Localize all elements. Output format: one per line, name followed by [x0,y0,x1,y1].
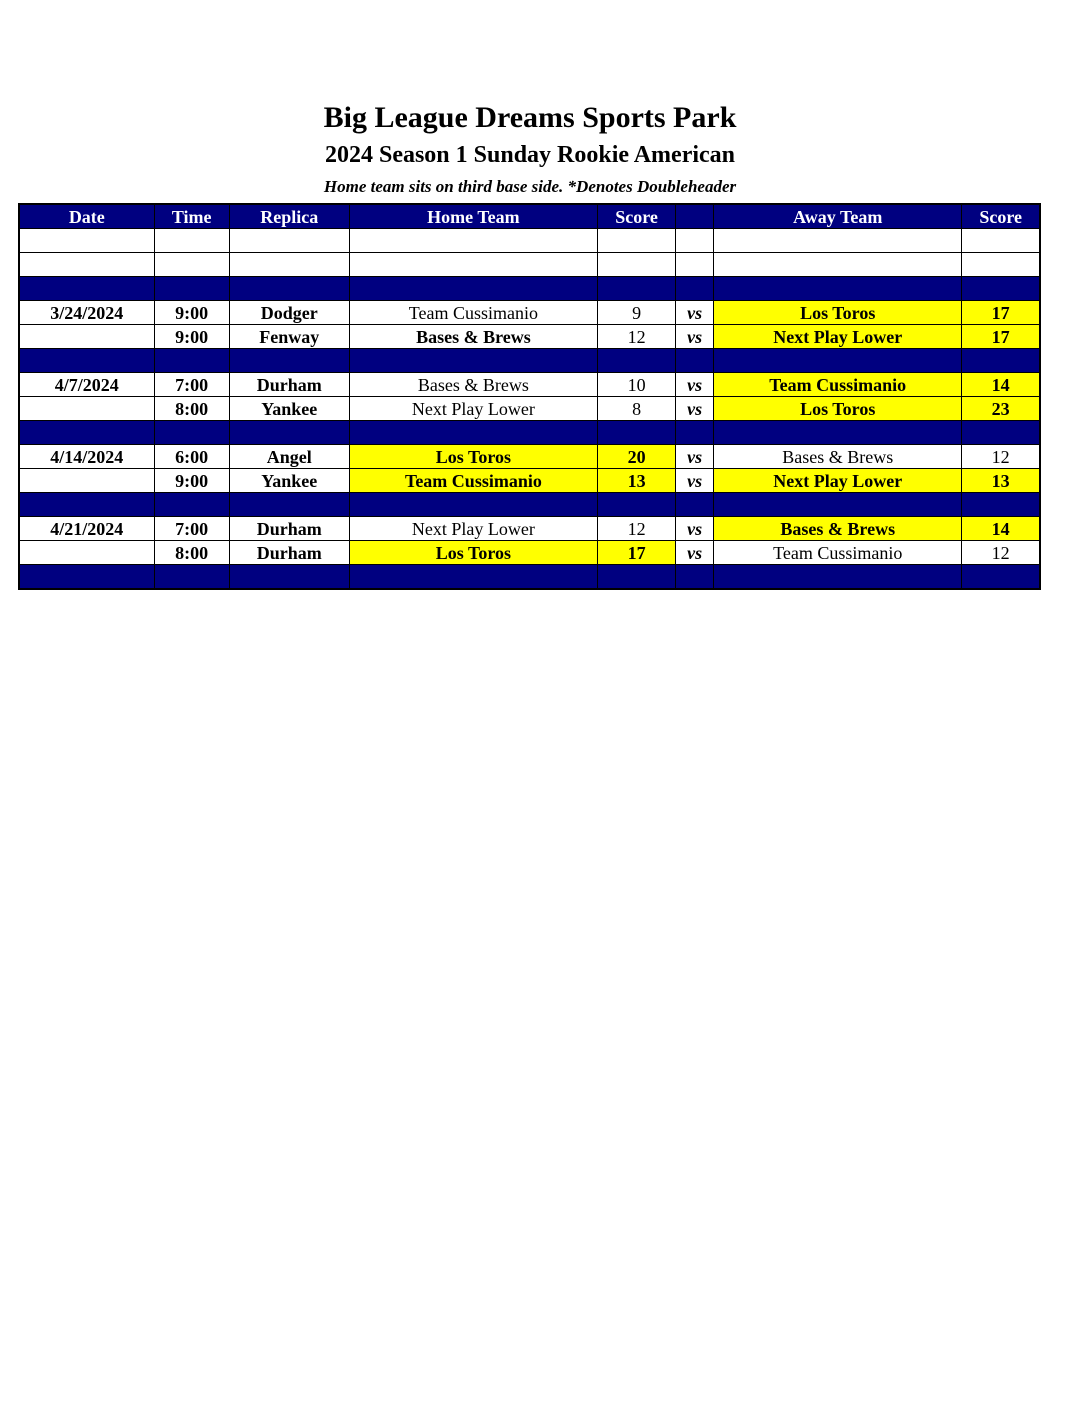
game-replica: Durham [229,373,349,397]
header-home-team: Home Team [349,204,597,229]
home-team: Bases & Brews [349,373,597,397]
away-score: 12 [962,541,1040,565]
schedule-table [18,203,1041,590]
away-team: Next Play Lower [714,469,962,493]
separator-row [19,493,1040,517]
home-score: 10 [598,373,676,397]
vs-label: vs [676,397,714,421]
away-team: Bases & Brews [714,445,962,469]
game-row [19,325,1040,349]
game-row [19,397,1040,421]
header-date: Date [19,204,154,229]
page-subtitle: 2024 Season 1 Sunday Rookie American [324,142,736,168]
header-time: Time [154,204,229,229]
away-score: 14 [962,373,1040,397]
home-team: Team Cussimanio [349,301,597,325]
separator-row [19,565,1040,590]
away-score: 23 [962,397,1040,421]
page-title: Big League Dreams Sports Park [323,101,737,134]
vs-label: vs [676,301,714,325]
game-date [19,325,154,349]
separator-row [19,349,1040,373]
home-team: Next Play Lower [349,397,597,421]
away-score: 17 [962,325,1040,349]
away-team: Los Toros [714,397,962,421]
home-score: 17 [598,541,676,565]
home-score: 13 [598,469,676,493]
blank-row [19,229,1040,253]
game-replica: Durham [229,517,349,541]
game-date: 4/14/2024 [19,445,154,469]
game-replica: Yankee [229,469,349,493]
game-row [19,445,1040,469]
away-score: 17 [962,301,1040,325]
away-score: 13 [962,469,1040,493]
home-score: 8 [598,397,676,421]
home-score: 12 [598,517,676,541]
game-row [19,301,1040,325]
game-date [19,541,154,565]
game-date: 4/21/2024 [19,517,154,541]
vs-label: vs [676,325,714,349]
game-row [19,373,1040,397]
header-row [19,204,1040,229]
header-vs [676,204,714,229]
game-time: 8:00 [154,397,229,421]
home-team: Bases & Brews [349,325,597,349]
away-team: Los Toros [714,301,962,325]
separator-row [19,421,1040,445]
away-score: 12 [962,445,1040,469]
blank-row [19,253,1040,277]
game-time: 7:00 [154,373,229,397]
home-score: 12 [598,325,676,349]
away-score: 14 [962,517,1040,541]
game-date [19,469,154,493]
game-replica: Yankee [229,397,349,421]
game-time: 9:00 [154,469,229,493]
home-team: Team Cussimanio [349,469,597,493]
game-replica: Fenway [229,325,349,349]
game-replica: Angel [229,445,349,469]
away-team: Bases & Brews [714,517,962,541]
game-time: 7:00 [154,517,229,541]
away-team: Next Play Lower [714,325,962,349]
game-time: 9:00 [154,325,229,349]
game-date: 4/7/2024 [19,373,154,397]
game-time: 6:00 [154,445,229,469]
home-team: Los Toros [349,445,597,469]
game-date: 3/24/2024 [19,301,154,325]
header-home-score: Score [598,204,676,229]
header-away-score: Score [962,204,1040,229]
game-row [19,541,1040,565]
away-team: Team Cussimanio [714,373,962,397]
header-away-team: Away Team [714,204,962,229]
vs-label: vs [676,469,714,493]
home-score: 9 [598,301,676,325]
game-row [19,517,1040,541]
game-row [19,469,1040,493]
vs-label: vs [676,445,714,469]
vs-label: vs [676,373,714,397]
home-score: 20 [598,445,676,469]
game-replica: Durham [229,541,349,565]
header-replica: Replica [229,204,349,229]
vs-label: vs [676,517,714,541]
game-time: 8:00 [154,541,229,565]
game-replica: Dodger [229,301,349,325]
away-team: Team Cussimanio [714,541,962,565]
game-time: 9:00 [154,301,229,325]
separator-row [19,277,1040,301]
home-team: Next Play Lower [349,517,597,541]
doubleheader-note: Home team sits on third base side. *Denotes Doubleheader [323,177,737,196]
game-date [19,397,154,421]
vs-label: vs [676,541,714,565]
home-team: Los Toros [349,541,597,565]
